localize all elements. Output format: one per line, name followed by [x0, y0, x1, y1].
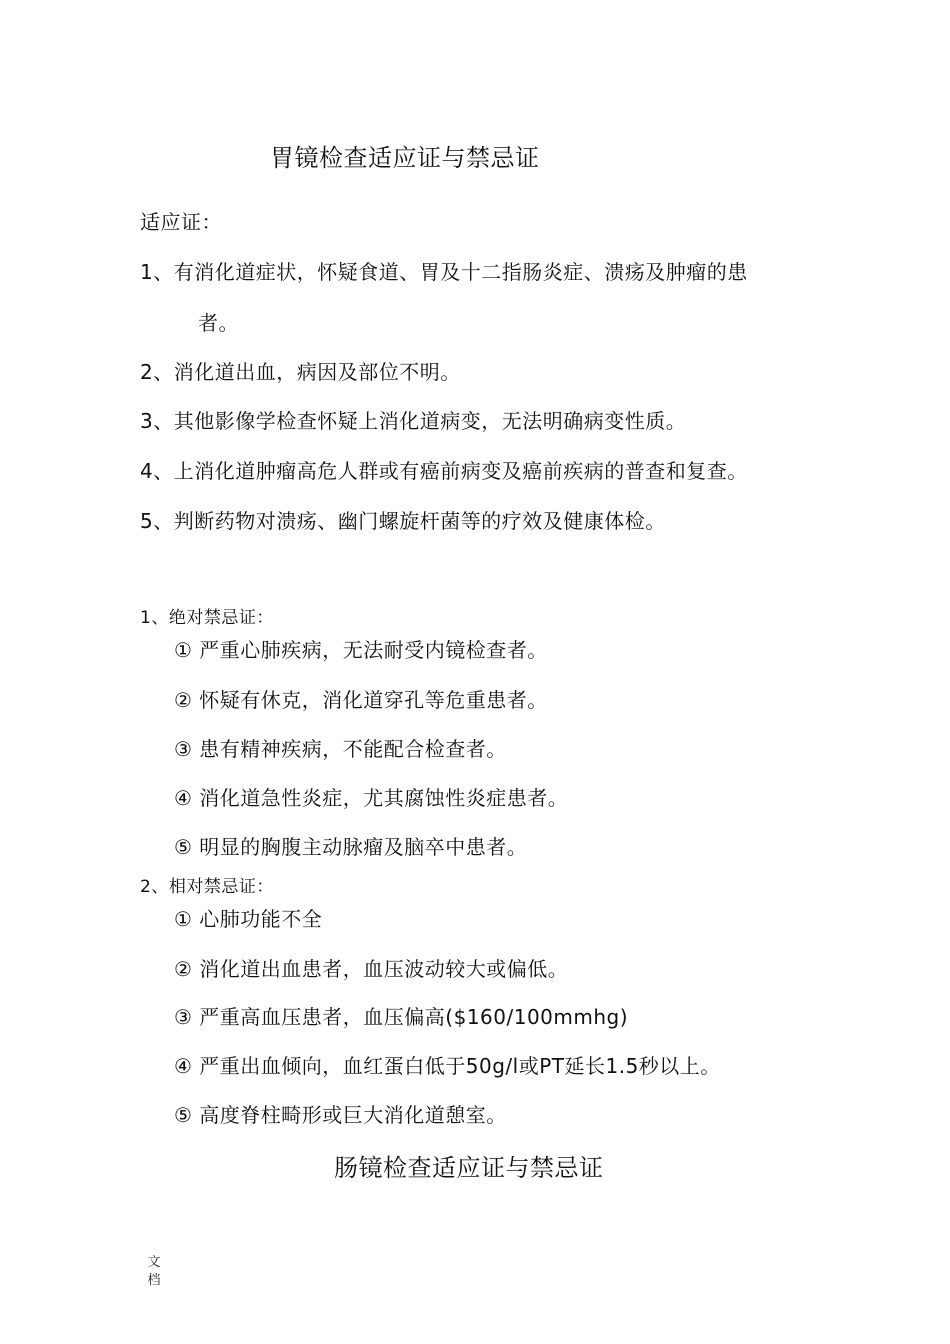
indication-item: 5、判断药物对溃疡、幽门螺旋杆菌等的疗效及健康体检。 — [140, 509, 666, 533]
indication-item: 4、上消化道肿瘤高危人群或有癌前病变及癌前疾病的普查和复查。 — [140, 459, 748, 483]
absolute-item: ④ 消化道急性炎症，尤其腐蚀性炎症患者。 — [174, 786, 569, 810]
absolute-item: ③ 患有精神疾病，不能配合检查者。 — [174, 737, 507, 761]
relative-item: ④ 严重出血倾向，血红蛋白低于50g/l或PT延长1.5秒以上。 — [174, 1054, 721, 1078]
relative-item: ① 心肺功能不全 — [174, 907, 323, 931]
absolute-item: ⑤ 明显的胸腹主动脉瘤及脑卒中患者。 — [174, 835, 528, 859]
absolute-item: ② 怀疑有休克，消化道穿孔等危重患者。 — [174, 688, 548, 712]
relative-contraindications-heading: 2、相对禁忌证： — [140, 877, 274, 897]
absolute-item: ① 严重心肺疾病，无法耐受内镜检查者。 — [174, 638, 548, 662]
indication-item: 1、有消化道症状，怀疑食道、胃及十二指肠炎症、溃疡及肿瘤的患 — [140, 260, 748, 284]
footer-label: 文档 — [147, 1255, 161, 1288]
absolute-contraindications-heading: 1、绝对禁忌证： — [140, 608, 274, 628]
indication-item: 2、消化道出血，病因及部位不明。 — [140, 360, 461, 384]
relative-item: ③ 严重高血压患者，血压偏高($160/100mmhg) — [174, 1005, 629, 1029]
indication-item-continuation: 者。 — [198, 311, 239, 335]
relative-item: ② 消化道出血患者，血压波动较大或偏低。 — [174, 957, 569, 981]
page-title: 胃镜检查适应证与禁忌证 — [270, 144, 540, 172]
indication-item: 3、其他影像学检查怀疑上消化道病变，无法明确病变性质。 — [140, 409, 687, 433]
indications-heading: 适应证： — [140, 210, 222, 234]
section-title: 肠镜检查适应证与禁忌证 — [334, 1154, 604, 1182]
relative-item: ⑤ 高度脊柱畸形或巨大消化道憩室。 — [174, 1103, 507, 1127]
